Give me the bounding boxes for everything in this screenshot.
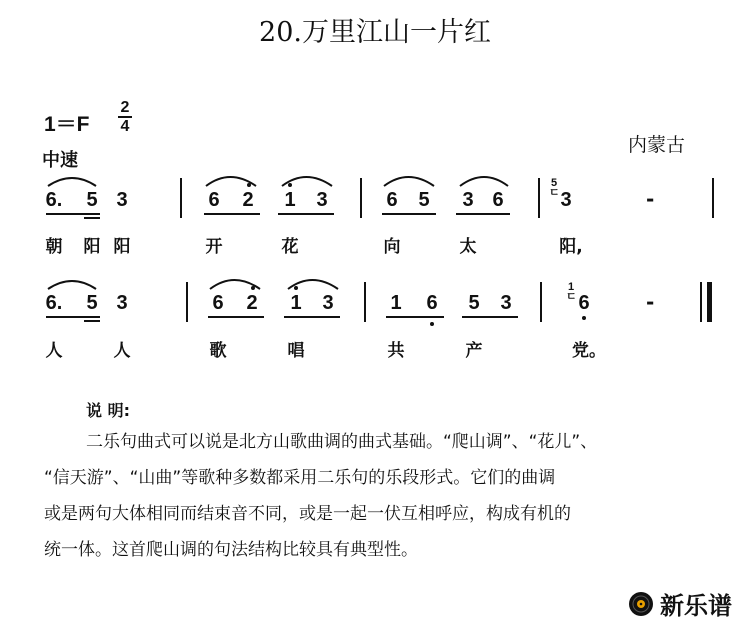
note: 2 bbox=[242, 189, 254, 211]
note: 3 bbox=[316, 189, 328, 211]
grace-digit: 1 bbox=[567, 281, 575, 293]
tie-dash: - bbox=[646, 187, 655, 211]
lyric: 唱 bbox=[287, 341, 305, 361]
lyric: 共 bbox=[387, 341, 405, 361]
meter-bottom: 4 bbox=[120, 118, 130, 135]
logo-text: 新乐谱 bbox=[660, 592, 732, 620]
tempo-marking: 中速 bbox=[42, 150, 78, 171]
note: 6 bbox=[208, 189, 220, 211]
lyric: 阳 bbox=[113, 237, 131, 257]
note: 1 bbox=[390, 292, 402, 314]
note: 5 bbox=[86, 292, 98, 314]
key-signature: 1＝F bbox=[44, 113, 90, 136]
grace-sign: ㄷ bbox=[566, 291, 577, 303]
note: 1 bbox=[290, 292, 302, 314]
note: 5 bbox=[86, 189, 98, 211]
vinyl-record-icon bbox=[628, 591, 654, 617]
lyric: 歌 bbox=[209, 341, 227, 361]
slur bbox=[288, 280, 338, 289]
tie-dash: - bbox=[646, 290, 655, 314]
note: 5 bbox=[468, 292, 480, 314]
note: 3 bbox=[116, 292, 128, 314]
origin-label: 内蒙古 bbox=[628, 134, 686, 156]
lyric: 开 bbox=[205, 237, 223, 257]
meter-top: 2 bbox=[120, 99, 130, 116]
lyric: 阳 bbox=[83, 237, 101, 257]
score-title: 20.万里江山一片红 bbox=[259, 17, 491, 48]
lyric: 人 bbox=[45, 341, 63, 361]
note: 3 bbox=[500, 292, 512, 314]
note: 6 bbox=[386, 189, 398, 211]
note: 3 bbox=[462, 189, 474, 211]
note: 2 bbox=[246, 292, 258, 314]
note: 6 bbox=[492, 189, 504, 211]
note: 6. bbox=[45, 189, 63, 211]
slur bbox=[206, 177, 256, 186]
note: 5 bbox=[418, 189, 430, 211]
paragraph-line: 或是两句大体相同而结束音不同，或是一起一伏互相呼应，构成有机的 bbox=[44, 504, 571, 524]
explanation-heading: 说 明: bbox=[86, 401, 130, 420]
lyric: 太 bbox=[459, 237, 477, 257]
lyric: 向 bbox=[383, 237, 401, 257]
lyric: 产 bbox=[465, 341, 483, 361]
grace-digit: 5 bbox=[550, 177, 558, 189]
lyric: 朝 bbox=[45, 237, 63, 257]
site-logo bbox=[628, 586, 732, 621]
note: 6 bbox=[578, 292, 590, 314]
lyric: 花 bbox=[281, 237, 299, 257]
paragraph-line: “信天游”、“山曲”等歌种多数都采用二乐句的乐段形式。它们的曲调 bbox=[44, 468, 556, 488]
paragraph-line: 统一体。这首爬山调的句法结构比较具有典型性。 bbox=[44, 540, 418, 560]
slur bbox=[282, 177, 332, 186]
slur bbox=[48, 281, 96, 289]
note: 6 bbox=[212, 292, 224, 314]
explanation-text bbox=[44, 424, 724, 568]
slur bbox=[384, 177, 434, 186]
lyric: 阳, bbox=[559, 237, 583, 257]
paragraph-line: 二乐句曲式可以说是北方山歌曲调的曲式基础。“爬山调”、“花儿”、 bbox=[86, 432, 598, 452]
grace-sign: ㄷ bbox=[549, 187, 560, 199]
note: 6 bbox=[426, 292, 438, 314]
lyric: 党。 bbox=[572, 341, 606, 361]
slur bbox=[48, 178, 96, 186]
note: 1 bbox=[284, 189, 296, 211]
note: 3 bbox=[116, 189, 128, 211]
lyric: 人 bbox=[113, 341, 131, 361]
note: 3 bbox=[560, 189, 572, 211]
note: 6. bbox=[45, 292, 63, 314]
slur bbox=[460, 177, 508, 186]
slur bbox=[210, 280, 260, 289]
note: 3 bbox=[322, 292, 334, 314]
